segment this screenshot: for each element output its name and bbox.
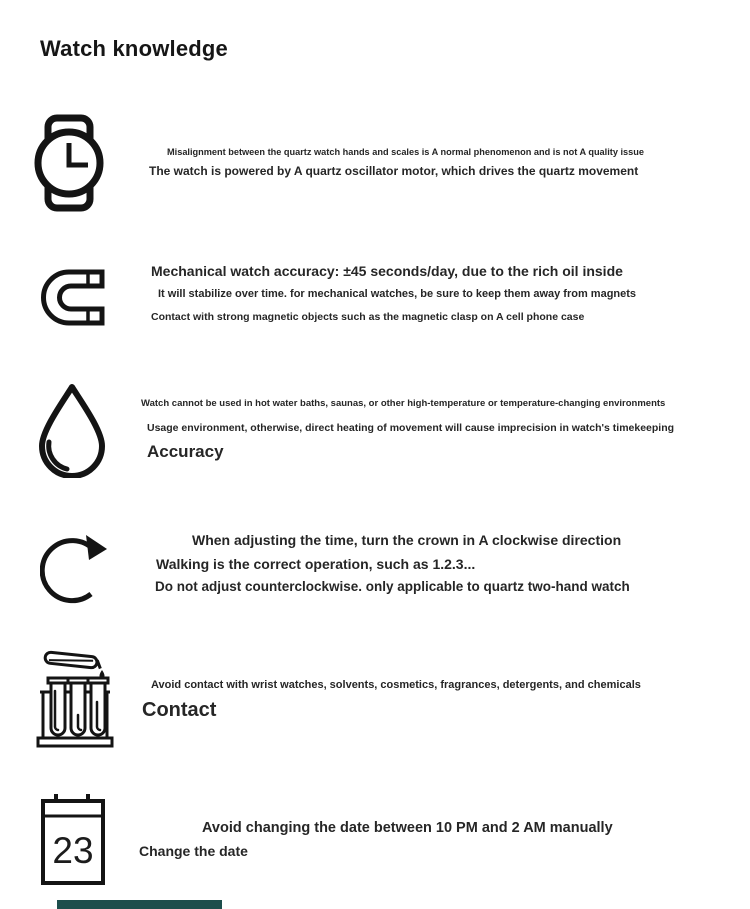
counterclockwise-warning: Do not adjust counterclockwise. only applicable to quartz two-hand watch (155, 579, 630, 594)
chemical-contact-note: Avoid contact with wrist watches, solvents, cosmetics, fragrances, detergents, and chemicals (151, 679, 641, 691)
footer-accent-bar (57, 900, 222, 909)
page-title: Watch knowledge (40, 36, 228, 61)
stabilize-over-time-note: It will stabilize over time. for mechanical watches, be sure to keep them away from magnets (158, 288, 637, 300)
rotate-clockwise-icon (40, 523, 112, 607)
quartz-movement-note: The watch is powered by A quartz oscillator motor, which drives the quartz movement (149, 164, 639, 178)
watch-icon (32, 114, 106, 212)
magnet-icon (38, 266, 106, 329)
calendar-day-number: 23 (52, 830, 94, 871)
contact-label: Contact (142, 699, 217, 721)
calendar-icon (40, 791, 106, 886)
misalignment-note: Misalignment between the quartz watch hands and scales is A normal phenomenon and is not A quality issue (167, 147, 644, 157)
test-tubes-icon (36, 645, 114, 749)
water-drop-icon (33, 382, 111, 478)
usage-environment-note: Usage environment, otherwise, direct heating of movement will cause imprecision in watch's timekeeping (147, 422, 675, 434)
walking-operation-note: Walking is the correct operation, such as 1.2.3... (156, 556, 476, 572)
accuracy-label: Accuracy (147, 442, 224, 461)
change-date-label: Change the date (139, 843, 248, 859)
clockwise-instruction: When adjusting the time, turn the crown in A clockwise direction (192, 532, 622, 548)
mechanical-accuracy-headline: Mechanical watch accuracy: ±45 seconds/day, due to the rich oil inside (151, 263, 623, 279)
date-change-warning: Avoid changing the date between 10 PM and 2 AM manually (202, 820, 613, 836)
hot-water-warning: Watch cannot be used in hot water baths, saunas, or other high-temperature or temperature-changing environments (141, 398, 666, 409)
magnet-contact-note: Contact with strong magnetic objects such as the magnetic clasp on A cell phone case (151, 311, 585, 323)
footer-accent-bar-fill (57, 900, 222, 909)
